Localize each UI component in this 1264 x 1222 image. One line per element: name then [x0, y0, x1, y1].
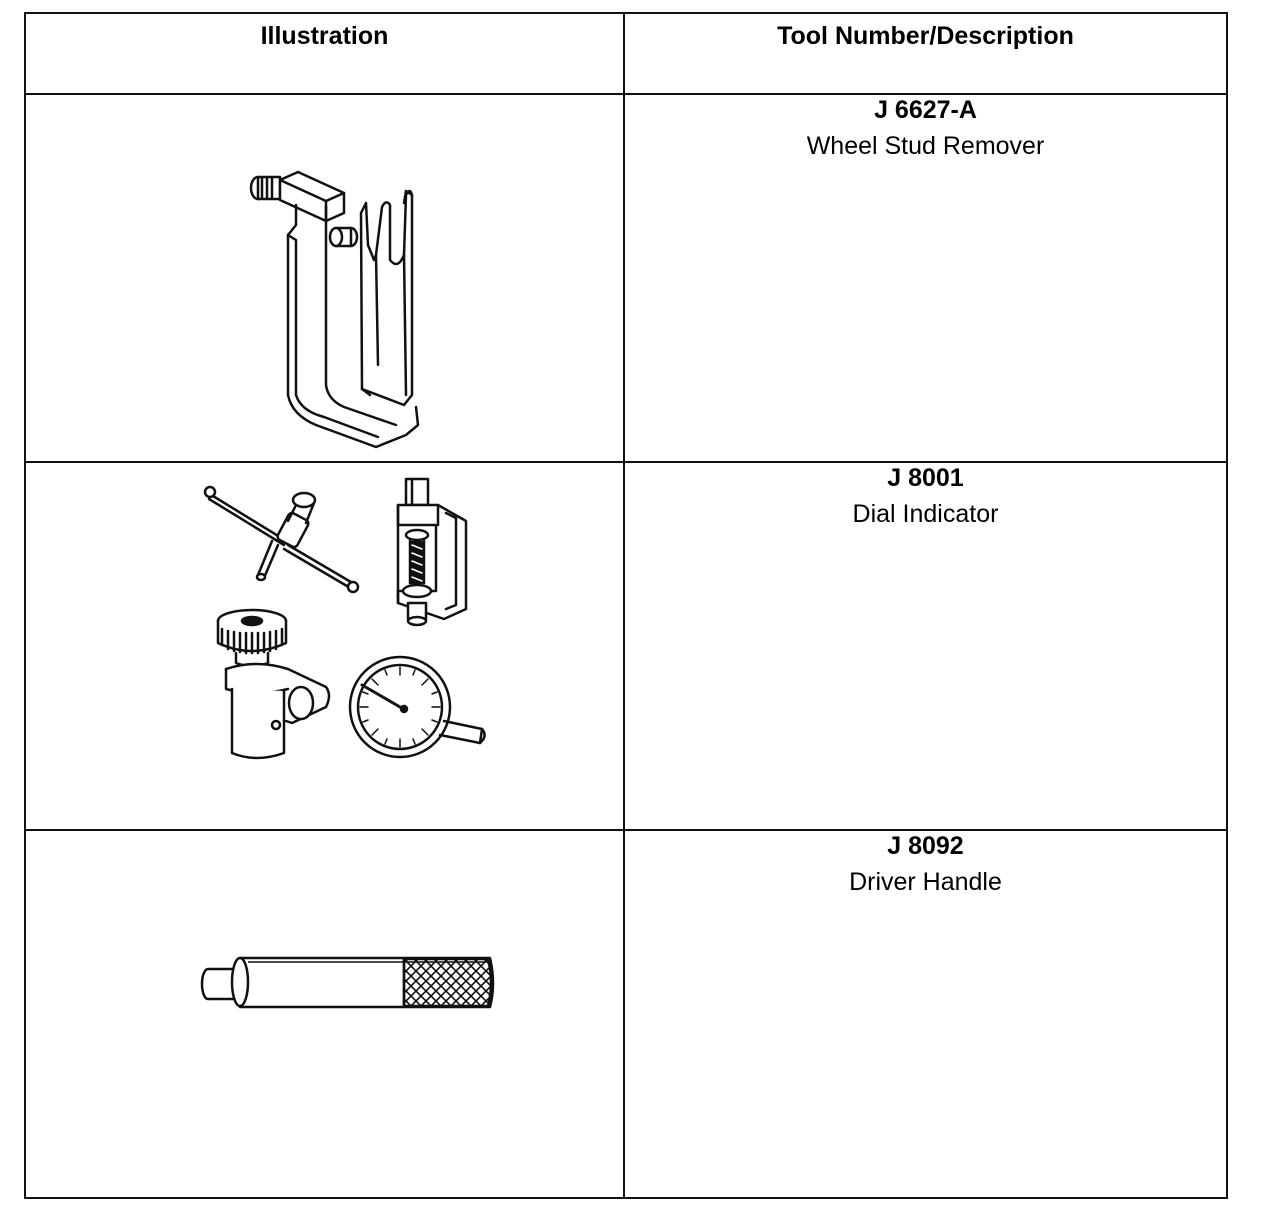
dial-indicator-icon	[26, 463, 624, 829]
table-row	[25, 462, 1227, 830]
table-row	[25, 830, 1227, 1198]
table-row	[25, 94, 1227, 462]
illustration-cell	[25, 462, 624, 830]
wheel-stud-remover-icon	[26, 95, 624, 461]
special-tools-table	[24, 12, 1228, 1199]
header-tool-number-description: Tool Number/Description	[624, 13, 1227, 94]
driver-handle-icon	[26, 831, 624, 1197]
description-cell	[624, 830, 1227, 1198]
tool-description: Driver Handle	[849, 868, 1002, 896]
tool-number: J 8092	[887, 832, 964, 860]
tool-description: Dial Indicator	[852, 500, 999, 528]
header-illustration: Illustration	[25, 13, 624, 94]
illustration-cell	[25, 94, 624, 462]
tool-number: J 6627-A	[874, 96, 977, 124]
tool-number: J 8001	[887, 464, 964, 492]
tool-description: Wheel Stud Remover	[806, 132, 1045, 160]
description-cell	[624, 94, 1227, 462]
illustration-cell	[25, 830, 624, 1198]
header-row	[25, 13, 1227, 94]
description-cell	[624, 462, 1227, 830]
